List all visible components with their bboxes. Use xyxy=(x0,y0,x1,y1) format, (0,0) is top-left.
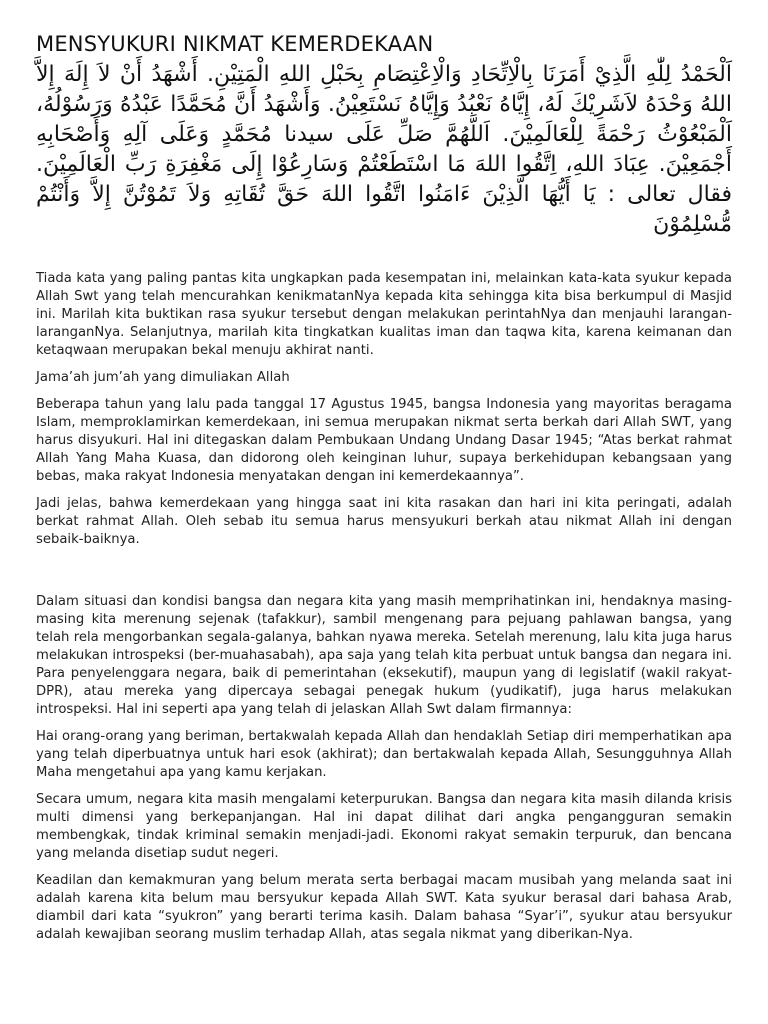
paragraph-national-crisis: Secara umum, negara kita masih mengalami keterpurukan. Bangsa dan negara kita masih dilanda krisis multi dimensi yang berkepanjangan. Hal ini dapat dilihat dari angka pengangguran semakin membengkak, tindak kriminal semakin menjadi-jadi. Ekonomi rakyat semakin terpuruk, dan bencana yang melanda disetiap sudut negeri. xyxy=(36,792,732,861)
document-title: MENSYUKURI NIKMAT KEMERDEKAAN xyxy=(36,32,434,56)
paragraph-independence-1945: Beberapa tahun yang lalu pada tanggal 17 Agustus 1945, bangsa Indonesia yang mayoritas beragama Islam, memproklamirkan kemerdekaan, ini semua merupakan nikmat serta berkah dari Allah SWT, yang harus disyukuri. Hal ini ditegaskan dalam Pembukaan Undang Undang Dasar 1945; “Atas berkat rahmat Allah Yang Maha Kuasa, dan didorong oleh keinginan luhur, supaya berkehidupan kebangsaan yang bebas, maka rakyat Indonesia menyatakan dengan ini kemerdekaannya”. xyxy=(36,397,732,484)
paragraph-reflection: Dalam situasi dan kondisi bangsa dan negara kita yang masih memprihatinkan ini, hendaknya masing-masing kita merenung sejenak (tafakkur), sambil mengenang para pejuang pahlawan bangsa, yang telah rela mengorbankan segala-galanya, bahkan nyawa mereka. Setelah merenung, lalu kita juga harus melakukan introspeksi (ber-muahasabah), apa saja yang telah kita perbuat untuk bangsa dan negara ini. Para penyelenggara negara, baik di pemerintahan (eksekutif), maupun yang di legislatif (wakil rakyat-DPR), atau mereka yang dipercaya sebagai penegak hukum (yudikatif), juga harus melakukan introspeksi. Hal ini seperti apa yang telah di jelaskan Allah Swt dalam firmannya: xyxy=(36,594,732,717)
paragraph-blessing-conclusion: Jadi jelas, bahwa kemerdekaan yang hingga saat ini kita rasakan dan hari ini kita peringati, adalah berkat rahmat Allah. Oleh sebab itu semua harus mensyukuri berkah atau nikmat Allah ini dengan sebaik-baiknya. xyxy=(36,496,732,547)
arabic-opening-text: اَلْحَمْدُ لِلّٰهِ الَّذِيْ أَمَرَنَا بِالْاِتِّحَادِ وَالْاِعْتِصَامِ بِحَبْلِ اللهِ الْمَتِيْنِ. أَشْهَدُ أَنْ لاَ إِلَهَ إِلاَّ اللهُ وَحْدَهُ لاَشَرِيْكَ لَهُ، إِيَّاهُ نَعْبُدُ وَإِيَّاهُ نَسْتَعِيْنُ. وَأَشْهَدُ أَنَّ مُحَمَّدًا عَبْدُهُ وَرَسُوْلُهُ، اَلْمَبْعُوْثُ رَحْمَةً لِلْعَالَمِيْنَ. اَللَّهُمَّ صَلِّ عَلَى سيدنا مُحَمَّدٍ وَعَلَى آلِهِ وَأَصْحَابِهِ أَجْمَعِيْنَ. عِبَادَ اللهِ، اِتَّقُوا اللهَ مَا اسْتَطَعْتُمْ وَسَارِعُوْا إِلَى مَغْفِرَةِ رَبِّ الْعَالَمِيْنَ. فقال تعالى : يَا أَيُّهَا الَّذِيْنَ ءَامَنُوا اتَّقُوا اللهَ حَقَّ تُقَاتِهِ وَلاَ تَمُوْتُنَّ إِلاَّ وَأَنْتُمْ مُّسْلِمُوْنَ xyxy=(36,62,732,237)
paragraph-salutation: Jama’ah jum’ah yang dimuliakan Allah xyxy=(36,370,290,385)
paragraph-opening-gratitude: Tiada kata yang paling pantas kita ungkapkan pada kesempatan ini, melainkan kata-kata syukur kepada Allah Swt yang telah mencurahkan kenikmatanNya kepada kita sehingga kita bisa berkumpul di Masjid ini. Marilah kita buktikan rasa syukur tersebut dengan melakukan perintahNya dan menjauhi larangan-laranganNya. Selanjutnya, marilah kita tingkatkan kualitas iman dan taqwa kita, karena keimanan dan ketaqwaan merupakan bekal menuju akhirat nanti. xyxy=(36,271,732,358)
paragraph-quran-translation: Hai orang-orang yang beriman, bertakwalah kepada Allah dan hendaklah Setiap diri memperhatikan apa yang telah diperbuatnya untuk hari esok (akhirat); dan bertakwalah kepada Allah, Sesungguhnya Allah Maha mengetahui apa yang kamu kerjakan. xyxy=(36,729,732,780)
paragraph-meaning-of-syukur: Keadilan dan kemakmuran yang belum merata serta berbagai macam musibah yang melanda saat ini adalah karena kita belum mau bersyukur kepada Allah SWT. Kata syukur berasal dari bahasa Arab, diambil dari kata “syukron” yang berarti terima kasih. Dalam bahasa “Syar’i”, syukur atau bersyukur adalah kewajiban seorang muslim terhadap Allah, atas segala nikmat yang diberikan-Nya. xyxy=(36,873,732,942)
